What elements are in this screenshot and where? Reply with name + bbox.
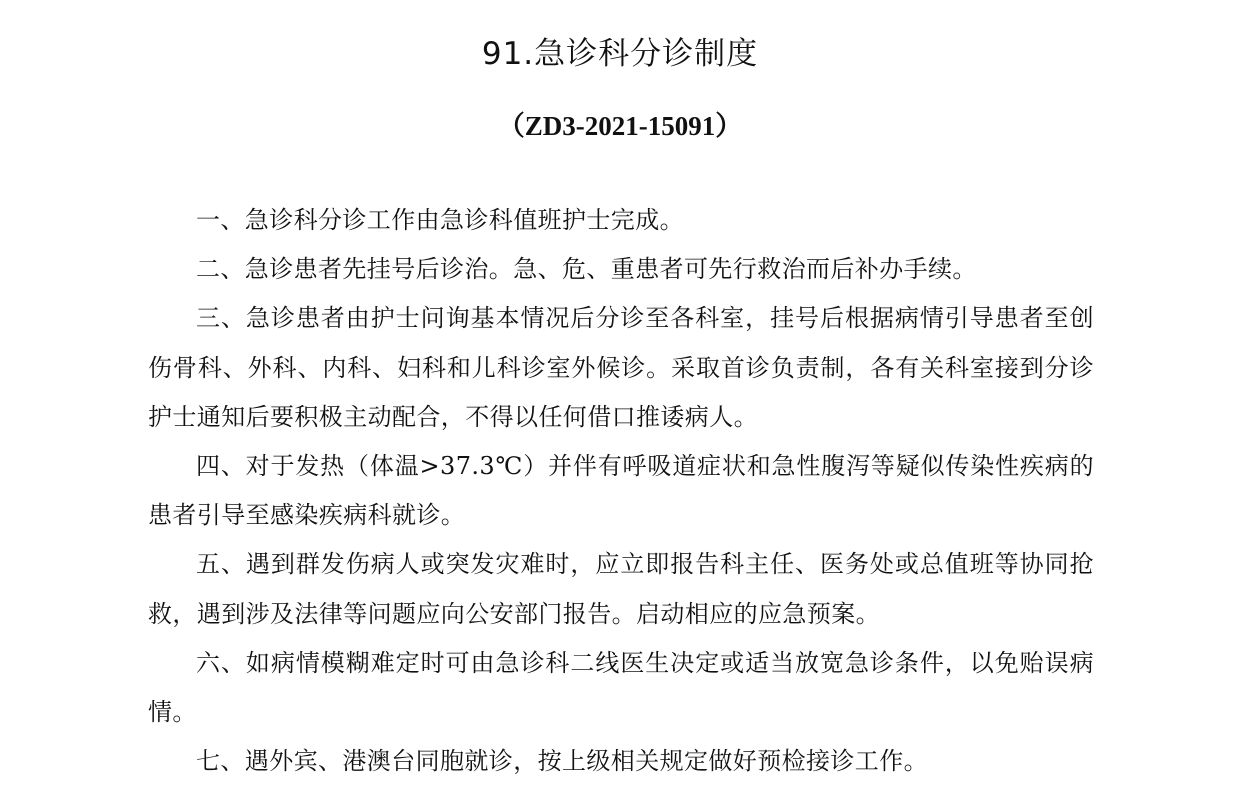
document-code: （ZD3-2021-15091） [497,111,743,141]
document-body [148,196,1094,786]
paragraph-7: 七、遇外宾、港澳台同胞就诊，按上级相关规定做好预检接诊工作。 [196,747,928,776]
document-title: 91.急诊科分诊制度 [481,36,759,72]
paragraph-6: 六、如病情模糊难定时可由急诊科二线医生决定或适当放宽急诊条件，以免贻误病情。 [148,648,1094,727]
paragraph-2: 二、急诊患者先挂号后诊治。急、危、重患者可先行救治而后补办手续。 [196,255,977,284]
paragraph-3: 三、急诊患者由护士问询基本情况后分诊至各科室，挂号后根据病情引导患者至创伤骨科、外科、内科、妇科和儿科诊室外候诊。采取首诊负责制，各有关科室接到分诊护士通知后要积极主动配合，不得以任何借口推诿病人。 [148,304,1094,431]
paragraph-1: 一、急诊科分诊工作由急诊科值班护士完成。 [196,206,684,234]
paragraph-5: 五、遇到群发伤病人或突发灾难时，应立即报告科主任、医务处或总值班等协同抢救，遇到涉及法律等问题应向公安部门报告。启动相应的应急预案。 [148,550,1094,628]
paragraph-4: 四、对于发热（体温>37.3℃）并伴有呼吸道症状和急性腹泻等疑似传染性疾病的患者引导至感染疾病科就诊。 [148,452,1094,530]
